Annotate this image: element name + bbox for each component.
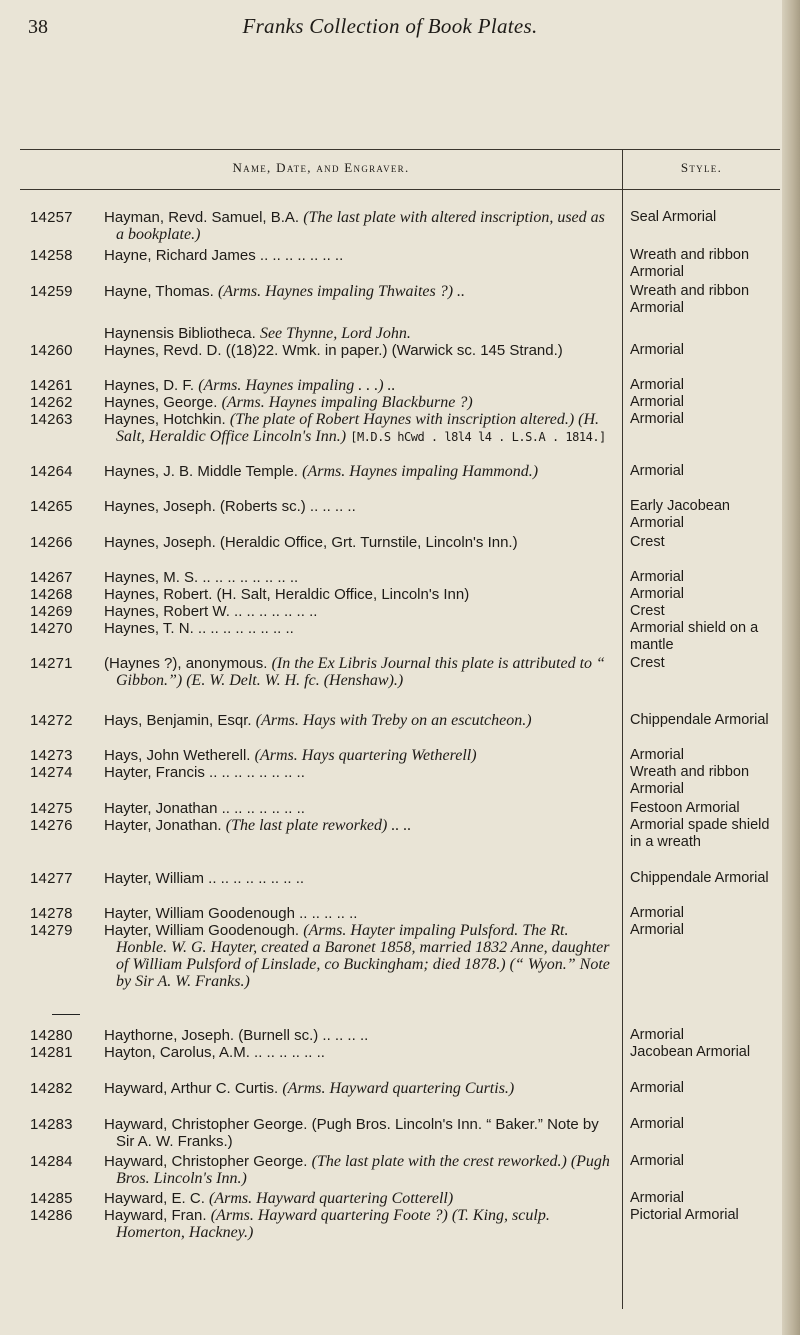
entry-style: Armorial [630, 905, 684, 921]
entry-name: Haynes, D. F. (Arms. Haynes impaling . . .) .. [104, 377, 396, 394]
entry-style: Armorial [630, 411, 684, 427]
entry-number: 14278 [30, 905, 73, 922]
entry-name: Hayne, Richard James .. .. .. .. .. .. .. [104, 247, 344, 264]
entry-name: Hayter, William .. .. .. .. .. .. .. .. [104, 870, 305, 887]
entry-name: Hays, John Wetherell. (Arms. Hays quartering Wetherell) [104, 747, 477, 764]
entry-style: Armorial [630, 569, 684, 585]
manuscript-note: [M.D.S hCwd . l8l4 l4 . L.S.A . 1814.] [350, 430, 606, 444]
entry-number: 14265 [30, 498, 73, 515]
entry-name: (Haynes ?), anonymous. (In the Ex Libris Journal this plate is attributed to “ Gibbon.”) (E. W. Delt. W. H. fc. (Henshaw).) [104, 655, 605, 689]
entry-number: 14279 [30, 922, 73, 939]
entry-name: Hayter, William Goodenough. (Arms. Hayter impaling Pulsford. The Rt. Honble. W. G. Hayter, created a Baronet 1858, married 1832 Anne, daughter of William Pulsford of Linslade, co Buckingham; died 1878.) (“ Wyon.” Note by Sir A. W. Franks.) [104, 922, 610, 990]
entry-number: 14281 [30, 1044, 73, 1061]
entry-style: Pictorial Armorial [630, 1207, 739, 1223]
entry-number: 14258 [30, 247, 73, 264]
entry-number: 14269 [30, 603, 73, 620]
entry-number: 14284 [30, 1153, 73, 1170]
entry-name: Hayward, Christopher George. (The last plate with the crest reworked.) (Pugh Bros. Lincoln's Inn.) [104, 1153, 610, 1187]
entry-name: Hayward, Arthur C. Curtis. (Arms. Hayward quartering Curtis.) [104, 1080, 515, 1097]
entry-style: Jacobean Armorial [630, 1044, 751, 1060]
entry-name: Haynes, M. S. .. .. .. .. .. .. .. .. [104, 569, 299, 586]
entry-style: Early Jacobean Armorial [630, 498, 730, 531]
entry-number: 14270 [30, 620, 73, 637]
entry-style: Armorial [630, 377, 684, 393]
entry-number: 14285 [30, 1190, 73, 1207]
entry-style: Armorial [630, 1116, 684, 1132]
entry-number: 14271 [30, 655, 73, 672]
entry-style: Armorial [630, 1153, 684, 1169]
entry-name: Haynensis Bibliotheca. See Thynne, Lord John. [104, 325, 411, 342]
entry-style: Armorial spade shield in a wreath [630, 817, 770, 850]
page-number: 38 [28, 16, 48, 38]
running-title: Franks Collection of Book Plates. [242, 14, 538, 38]
entry-style: Crest [630, 603, 665, 619]
entry-name: Haynes, T. N. .. .. .. .. .. .. .. .. [104, 620, 294, 637]
entry-number: 14263 [30, 411, 73, 428]
entry-style: Chippendale Armorial [630, 870, 769, 886]
entry-style: Wreath and ribbon Armorial [630, 247, 750, 280]
entry-style: Seal Armorial [630, 209, 717, 225]
entry-name: Haynes, George. (Arms. Haynes impaling Blackburne ?) [104, 394, 473, 411]
entry-number: 14282 [30, 1080, 73, 1097]
entry-name: Haynes, J. B. Middle Temple. (Arms. Haynes impaling Hammond.) [104, 463, 539, 480]
entry-number: 14272 [30, 712, 73, 729]
entry-name: Haynes, Joseph. (Roberts sc.) .. .. .. .. [104, 498, 356, 515]
entry-name: Hayne, Thomas. (Arms. Haynes impaling Thwaites ?) .. [104, 283, 466, 300]
entry-name: Hayter, Jonathan .. .. .. .. .. .. .. [104, 800, 305, 817]
entry-style: Chippendale Armorial [630, 712, 769, 728]
entry-style: Armorial [630, 586, 684, 602]
entry-name: Hayter, Jonathan. (The last plate reworked) .. .. [104, 817, 412, 834]
entry-style: Crest [630, 534, 665, 550]
entry-name: Hayward, E. C. (Arms. Hayward quartering Cotterell) [104, 1190, 454, 1207]
entry-number: 14268 [30, 586, 73, 603]
entry-name: Hayter, Francis .. .. .. .. .. .. .. .. [104, 764, 305, 781]
entry-number: 14283 [30, 1116, 73, 1133]
entry-style: Armorial [630, 1190, 684, 1206]
entry-number: 14273 [30, 747, 73, 764]
entry-number: 14267 [30, 569, 73, 586]
entry-number: 14280 [30, 1027, 73, 1044]
entry-style: Crest [630, 655, 665, 671]
entry-name: Haynes, Robert. (H. Salt, Heraldic Office, Lincoln's Inn) [104, 586, 470, 603]
column-heading-style: Style. [680, 160, 723, 175]
entry-name: Haynes, Joseph. (Heraldic Office, Grt. Turnstile, Lincoln's Inn.) [104, 534, 518, 551]
entry-number: 14259 [30, 283, 73, 300]
entry-name: Hayward, Christopher George. (Pugh Bros. Lincoln's Inn. “ Baker.” Note by Sir A. W. Franks.) [104, 1116, 599, 1150]
entry-name: Haynes, Revd. D. ((18)22. Wmk. in paper.) (Warwick sc. 145 Strand.) [104, 342, 563, 359]
entry-name: Haynes, Robert W. .. .. .. .. .. .. .. [104, 603, 318, 620]
entry-number: 14262 [30, 394, 73, 411]
entry-number: 14260 [30, 342, 73, 359]
entry-name: Hayman, Revd. Samuel, B.A. (The last plate with altered inscription, used as a bookplate.) [104, 209, 605, 243]
entry-style: Armorial [630, 1027, 684, 1043]
entry-style: Armorial [630, 342, 684, 358]
entry-number: 14276 [30, 817, 73, 834]
entry-number: 14261 [30, 377, 73, 394]
entry-number: 14264 [30, 463, 73, 480]
entry-style: Armorial [630, 922, 684, 938]
entry-number: 14266 [30, 534, 73, 551]
entry-style: Wreath and ribbon Armorial [630, 764, 750, 797]
entry-style: Armorial [630, 463, 684, 479]
entry-style: Armorial [630, 394, 684, 410]
entry-style: Wreath and ribbon Armorial [630, 283, 750, 316]
entry-number: 14274 [30, 764, 73, 781]
entry-name: Hays, Benjamin, Esqr. (Arms. Hays with Treby on an escutcheon.) [104, 712, 532, 729]
column-heading-name: Name, Date, and Engraver. [232, 160, 410, 175]
entry-number: 14286 [30, 1207, 73, 1224]
entry-style: Festoon Armorial [630, 800, 740, 816]
entry-number: 14257 [30, 209, 73, 226]
entry-number: 14275 [30, 800, 73, 817]
entry-name: Haythorne, Joseph. (Burnell sc.) .. .. .. .. [104, 1027, 369, 1044]
entry-name: Hayward, Fran. (Arms. Hayward quartering Foote ?) (T. King, sculp. Homerton, Hackney.) [104, 1207, 550, 1241]
entry-name: Haynes, Hotchkin. (The plate of Robert Haynes with inscription altered.) (H. Salt, Heraldic Office Lincoln's Inn.) [M.D.S hCwd . l8l4 l4 . L.S.A . 1814.] [104, 411, 606, 445]
entry-name: Hayter, William Goodenough .. .. .. .. .. [104, 905, 358, 922]
entry-style: Armorial [630, 747, 684, 763]
entry-name: Hayton, Carolus, A.M. .. .. .. .. .. .. [104, 1044, 325, 1061]
entry-number: 14277 [30, 870, 73, 887]
entry-style: Armorial [630, 1080, 684, 1096]
entry-style: Armorial shield on a mantle [630, 620, 759, 653]
